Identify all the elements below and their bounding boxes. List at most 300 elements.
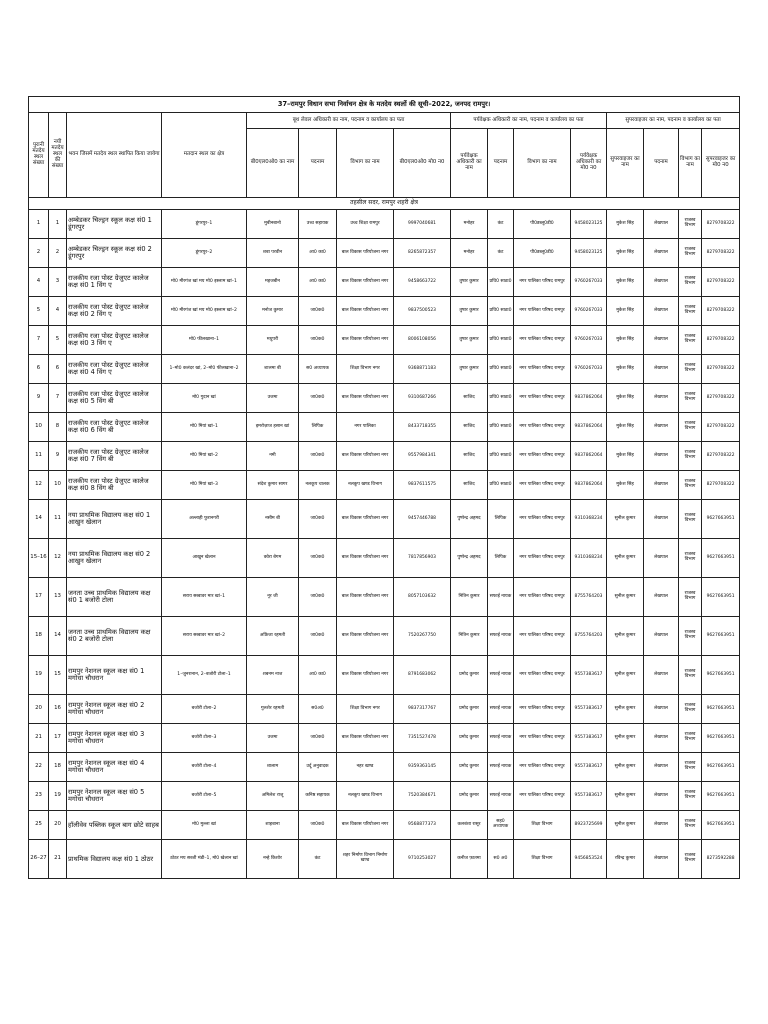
cell-sup-mobile: 9456853524 (571, 840, 607, 879)
header-old-number: पुरानी मतदेय स्थल संख्या (29, 113, 49, 198)
cell-new: 18 (49, 753, 67, 782)
cell-sec-post: लेखपाल (644, 753, 679, 782)
cell-blo-name: उजमा (247, 384, 299, 413)
cell-area: अल्लाही फुरानगरी (162, 500, 247, 539)
cell-area: सराय सब्बावर मार खां–2 (162, 617, 247, 656)
cell-sup-mobile: 9557383617 (571, 782, 607, 811)
cell-sec-post: लेखपाल (644, 656, 679, 695)
cell-blo-post: कनिष्ठ सहायक (299, 782, 337, 811)
cell-old: 5 (29, 297, 49, 326)
cell-new: 20 (49, 811, 67, 840)
cell-area: डूंगरपुर–2 (162, 239, 247, 268)
cell-blo-name: नन्हे किशोर (247, 840, 299, 879)
cell-sec-name: मुकेश सिंह (607, 210, 644, 239)
cell-old: 4 (29, 268, 49, 297)
cell-new: 21 (49, 840, 67, 879)
cell-sec-dept: राजस्व विभाग (679, 384, 702, 413)
cell-sec-post: लेखपाल (644, 578, 679, 617)
cell-blo-post: लिपिक (299, 413, 337, 442)
cell-sup-mobile: 9837862064 (571, 471, 607, 500)
cell-blo-dept: नहर खण्ड (337, 753, 394, 782)
cell-sec-mobile: 8279708322 (702, 442, 740, 471)
cell-building: हॉलीवेव पब्लिक स्कूल बाग छोटे साहब (67, 811, 162, 840)
cell-sup-post: सफाई नायक (488, 578, 514, 617)
cell-sec-mobile: 8273592288 (702, 840, 740, 879)
cell-sup-post: स0 अ0 (488, 840, 514, 879)
cell-sec-dept: राजस्व विभाग (679, 500, 702, 539)
cell-sup-name: मनोहर (451, 239, 488, 268)
cell-sec-post: लेखपाल (644, 500, 679, 539)
cell-old: 9 (29, 384, 49, 413)
cell-blo-dept: नलकूप खण्ड विभाग (337, 782, 394, 811)
cell-sup-name: नितिन कुमार (451, 617, 488, 656)
cell-sup-mobile: 9557383617 (571, 724, 607, 753)
cell-sec-dept: राजस्व विभाग (679, 326, 702, 355)
cell-new: 15 (49, 656, 67, 695)
cell-sec-post: लेखपाल (644, 695, 679, 724)
cell-blo-name: शबा परवीन (247, 239, 299, 268)
cell-blo-post: कंट (299, 840, 337, 879)
cell-sup-dept: नगर पालिका परिषद रामपुर (514, 471, 571, 500)
cell-sup-name: तुषार कुमार (451, 297, 488, 326)
cell-sec-mobile: 8279708322 (702, 471, 740, 500)
cell-building: जनता उच्च प्राथमिक विद्यालय कक्ष सं0 2 बजोरी टोला (67, 617, 162, 656)
cell-sup-name: साजिद (451, 413, 488, 442)
cell-blo-name: क्वेरा बेगम (247, 539, 299, 578)
cell-blo-dept: बाल विकास परियोजना नगर (337, 384, 394, 413)
title-row (29, 97, 740, 113)
cell-sup-post: प्रधि0 साठा0 (488, 297, 514, 326)
cell-old: 10 (29, 413, 49, 442)
cell-sup-post: लिपिक (488, 539, 514, 578)
cell-blo-mobile: 8265872357 (394, 239, 451, 268)
cell-blo-mobile: 9837611575 (394, 471, 451, 500)
cell-blo-dept: बाल विकास परियोजना नगर (337, 578, 394, 617)
cell-sup-dept: नगर पालिका परिषद रामपुर (514, 268, 571, 297)
cell-sup-dept: नगर पालिका परिषद रामपुर (514, 782, 571, 811)
cell-blo-dept: बाल विकास परियोजना नगर (337, 539, 394, 578)
cell-blo-mobile: 9837317767 (394, 695, 451, 724)
cell-sec-name: मुकेश सिंह (607, 268, 644, 297)
cell-building: रामपुर नेशनल स्कूल कक्ष सं0 5 मगोधा चौधरान (67, 782, 162, 811)
cell-blo-mobile: 8006108056 (394, 326, 451, 355)
cell-old: 14 (29, 500, 49, 539)
table-row (29, 578, 740, 617)
cell-sup-name: प्रमोद कुमार (451, 753, 488, 782)
cell-blo-post: जा0क0 (299, 384, 337, 413)
cell-building: नया प्राथमिक विद्यालय कक्ष सं0 2 आखुन खेलान (67, 539, 162, 578)
cell-sec-post: लेखपाल (644, 239, 679, 268)
cell-building: राजकीय रजा पोस्ट ग्रेजुएट कालेज कक्ष सं0 2 विंग ए (67, 297, 162, 326)
cell-area: डूंगरपुर–1 (162, 210, 247, 239)
cell-blo-post: उच्च सहायक (299, 210, 337, 239)
cell-sec-post: लेखपाल (644, 297, 679, 326)
cell-new: 6 (49, 355, 67, 384)
table-row (29, 539, 740, 578)
table-row (29, 355, 740, 384)
cell-sup-mobile: 9557383617 (571, 656, 607, 695)
cell-area: बजोरी टोला–2 (162, 695, 247, 724)
cell-sec-post: लेखपाल (644, 724, 679, 753)
cell-sec-name: सुनील कुमार (607, 811, 644, 840)
cell-sup-mobile: 8923725699 (571, 811, 607, 840)
cell-sec-dept: राजस्व विभाग (679, 239, 702, 268)
cell-sec-name: मुकेश सिंह (607, 355, 644, 384)
cell-building: राजकीय रजा पोस्ट ग्रेजुएट कालेज कक्ष सं0 3 विंग ए (67, 326, 162, 355)
header-blo-mobile: बी0एल0ओ0 मो0 न0 (394, 129, 451, 198)
cell-sup-mobile: 8755764203 (571, 578, 607, 617)
cell-building: अम्बेडकर चिल्ड्रन स्कूल कक्ष सं0 1 डूंगरपुर (67, 210, 162, 239)
cell-sec-post: लेखपाल (644, 840, 679, 879)
cell-new: 3 (49, 268, 67, 297)
cell-new: 16 (49, 695, 67, 724)
cell-sec-name: मुकेश सिंह (607, 239, 644, 268)
cell-sec-name: सुनील कुमार (607, 724, 644, 753)
cell-sec-dept: राजस्व विभाग (679, 442, 702, 471)
cell-blo-dept: बाल विकास परियोजना नगर (337, 326, 394, 355)
table-row (29, 656, 740, 695)
cell-sec-mobile: 9627663951 (702, 539, 740, 578)
cell-sec-mobile: 9627663951 (702, 695, 740, 724)
cell-blo-post: आ0 का0 (299, 239, 337, 268)
cell-sup-dept: नगर पालिका परिषद रामपुर (514, 413, 571, 442)
document-title: 37–रामपुर विधान सभा निर्वाचन क्षेत्र के मतदेय स्थलों की सूची–2022, जनपद रामपुर। (29, 97, 740, 113)
cell-sup-mobile: 9760267033 (571, 297, 607, 326)
cell-building: अम्बेडकर चिल्ड्रन स्कूल कक्ष सं0 2 डूंगरपुर (67, 239, 162, 268)
cell-sup-post: प्रधि0 साठा0 (488, 268, 514, 297)
header-new-number: नयी मतदेय स्थल की संख्या (49, 113, 67, 198)
cell-sup-post: सफाई नायक (488, 724, 514, 753)
cell-sup-name: साजिद (451, 442, 488, 471)
cell-sup-name: प्रमोद कुमार (451, 695, 488, 724)
cell-sup-dept: नगर पालिका परिषद रामपुर (514, 384, 571, 413)
cell-blo-post: नलकूप चालक (299, 471, 337, 500)
table-row (29, 326, 740, 355)
cell-building: रामपुर नेशनल स्कूल कक्ष सं0 2 मगोधा चौधरान (67, 695, 162, 724)
cell-blo-name: नसीम बी (247, 500, 299, 539)
table-row (29, 471, 740, 500)
cell-sec-post: लेखपाल (644, 210, 679, 239)
header-group-row (29, 113, 740, 129)
cell-sec-name: सुनील कुमार (607, 782, 644, 811)
table-row (29, 782, 740, 811)
table-row (29, 500, 740, 539)
cell-building: राजकीय रजा पोस्ट ग्रेजुएट कालेज कक्ष सं0 8 विंग बी (67, 471, 162, 500)
cell-sup-post: सफाई नायक (488, 656, 514, 695)
cell-old: 23 (29, 782, 49, 811)
cell-sup-mobile: 9837862064 (571, 413, 607, 442)
cell-sec-post: लेखपाल (644, 471, 679, 500)
header-area: मतदान स्थल का क्षेत्र (162, 113, 247, 198)
cell-sec-post: लेखपाल (644, 811, 679, 840)
cell-sup-dept: नगर पालिका परिषद रामपुर (514, 355, 571, 384)
cell-blo-post: जा0क0 (299, 617, 337, 656)
cell-sup-mobile: 9557383617 (571, 695, 607, 724)
cell-blo-mobile: 9557984341 (394, 442, 451, 471)
cell-blo-mobile: 8057103632 (394, 578, 451, 617)
cell-sup-dept: नगर पालिका परिषद रामपुर (514, 578, 571, 617)
cell-sup-name: प्रमोद कुमार (451, 656, 488, 695)
cell-sec-post: लेखपाल (644, 355, 679, 384)
cell-sup-dept: पी0डब्लू0डी0 (514, 239, 571, 268)
cell-building: राजकीय रजा पोस्ट ग्रेजुएट कालेज कक्ष सं0 4 विंग ए (67, 355, 162, 384)
cell-blo-name: अफ्रिजा रहमती (247, 617, 299, 656)
cell-building: रामपुर नेशनल स्कूल कक्ष सं0 1 मगोधा चौधरान (67, 656, 162, 695)
cell-sec-name: सुनील कुमार (607, 500, 644, 539)
cell-sup-post: प्रधि0 साठा0 (488, 355, 514, 384)
cell-sup-name: तुषार कुमार (451, 326, 488, 355)
cell-area: मो0 गुदान खां (162, 384, 247, 413)
cell-sup-name: मनोहर (451, 210, 488, 239)
cell-blo-mobile: 9710253027 (394, 840, 451, 879)
cell-area: मो0 फीलखाना–1 (162, 326, 247, 355)
cell-blo-dept: उच्च शिक्षा रामपुर (337, 210, 394, 239)
cell-old: 22 (29, 753, 49, 782)
table-row (29, 811, 740, 840)
cell-building: प्राथमिक विद्यालय कक्ष सं0 1 ठोठर (67, 840, 162, 879)
header-sup-post: पदनाम (488, 129, 514, 198)
cell-old: 2 (29, 239, 49, 268)
cell-sup-post: सफाई नायक (488, 782, 514, 811)
cell-area: आखुन खेलान (162, 539, 247, 578)
cell-blo-post: स0अ0 (299, 695, 337, 724)
header-sup-name: पर्यवेक्षक अधिकारी का नाम (451, 129, 488, 198)
cell-sup-mobile: 9760267033 (571, 355, 607, 384)
cell-old: 11 (29, 442, 49, 471)
cell-sec-mobile: 9627663951 (702, 782, 740, 811)
cell-blo-dept: बाल विकास परियोजना नगर (337, 724, 394, 753)
cell-sup-name: पुष्पेन्द्र अहमद (451, 539, 488, 578)
cell-blo-post: जा0क0 (299, 539, 337, 578)
cell-blo-name: शबनम नाज (247, 656, 299, 695)
cell-sup-post: कंट (488, 210, 514, 239)
cell-sup-mobile: 8755764203 (571, 617, 607, 656)
cell-blo-mobile: 9458663722 (394, 268, 451, 297)
cell-sup-dept: शिक्षा विभाग (514, 840, 571, 879)
cell-blo-dept: बाल विकास परियोजना नगर (337, 500, 394, 539)
cell-area: मो0 मियां खां–3 (162, 471, 247, 500)
cell-blo-dept: शिक्षा विभाग नगर (337, 695, 394, 724)
cell-sec-name: मुकेश सिंह (607, 413, 644, 442)
cell-sec-dept: राजस्व विभाग (679, 617, 702, 656)
cell-sec-name: रविन्द्र कुमार (607, 840, 644, 879)
cell-sec-mobile: 8279708322 (702, 413, 740, 442)
cell-sec-mobile: 9627663951 (702, 753, 740, 782)
cell-sup-mobile: 9760267033 (571, 268, 607, 297)
header-sec-post: पदनाम (644, 129, 679, 198)
cell-old: 21 (29, 724, 49, 753)
cell-building: राजकीय रजा पोस्ट ग्रेजुएट कालेज कक्ष सं0 6 विंग बी (67, 413, 162, 442)
cell-sup-dept: शिक्षा विभाग (514, 811, 571, 840)
cell-blo-dept: बाल विकास परियोजना नगर (337, 811, 394, 840)
header-sec-name: सुपरवाइजर का नाम (607, 129, 644, 198)
cell-sec-mobile: 8279708322 (702, 268, 740, 297)
cell-blo-post: जा0क0 (299, 500, 337, 539)
cell-sup-mobile: 9458023125 (571, 239, 607, 268)
header-blo-name: बी0एल0ओ0 का नाम (247, 129, 299, 198)
cell-blo-mobile: 7520384671 (394, 782, 451, 811)
cell-new: 12 (49, 539, 67, 578)
table-row (29, 442, 740, 471)
cell-sec-name: सुनील कुमार (607, 753, 644, 782)
cell-sec-post: लेखपाल (644, 268, 679, 297)
cell-sup-dept: नगर पालिका परिषद रामपुर (514, 724, 571, 753)
cell-old: 26–27 (29, 840, 49, 879)
cell-sup-name: साजिद (451, 384, 488, 413)
cell-sec-post: लेखपाल (644, 782, 679, 811)
cell-sec-name: मुकेश सिंह (607, 297, 644, 326)
cell-sec-mobile: 8279708322 (702, 239, 740, 268)
cell-blo-dept: बाल विकास परियोजना नगर (337, 297, 394, 326)
table-row (29, 239, 740, 268)
cell-new: 1 (49, 210, 67, 239)
cell-sup-dept: नगर पालिका परिषद रामपुर (514, 753, 571, 782)
cell-sup-name: कलबंशा रासूर (451, 811, 488, 840)
cell-blo-name: मुबीनबानो (247, 210, 299, 239)
cell-sec-mobile: 9627663951 (702, 656, 740, 695)
cell-area: बजोरी टोला–4 (162, 753, 247, 782)
cell-blo-post: जा0क0 (299, 442, 337, 471)
section-row (29, 198, 740, 210)
cell-area: 1–मो0 कलंदर खां, 2–मो0 फीलखाना–2 (162, 355, 247, 384)
cell-old: 12 (29, 471, 49, 500)
table-row (29, 384, 740, 413)
cell-blo-dept: बाल विकास परियोजना नगर (337, 442, 394, 471)
cell-old: 20 (29, 695, 49, 724)
cell-new: 9 (49, 442, 67, 471)
header-sec-mobile: सुपरवाइजर का मो0 न0 (702, 129, 740, 198)
cell-sup-mobile: 9760267033 (571, 326, 607, 355)
cell-sup-post: कंट (488, 239, 514, 268)
header-building: भवन जिसमें मतदेय स्थल स्थापित किया जायेगा (67, 113, 162, 198)
table-row (29, 753, 740, 782)
cell-sec-post: लेखपाल (644, 413, 679, 442)
cell-sup-dept: नगर पालिका परिषद रामपुर (514, 326, 571, 355)
cell-sec-name: मुकेश सिंह (607, 442, 644, 471)
cell-sec-mobile: 8279708322 (702, 384, 740, 413)
cell-blo-name: नमी (247, 442, 299, 471)
cell-sec-dept: राजस्व विभाग (679, 210, 702, 239)
cell-sup-post: प्रधि0 साठा0 (488, 413, 514, 442)
cell-sec-name: सुनील कुमार (607, 578, 644, 617)
cell-new: 8 (49, 413, 67, 442)
cell-sup-mobile: 9557383617 (571, 753, 607, 782)
cell-sec-dept: राजस्व विभाग (679, 578, 702, 617)
cell-blo-name: संदेश कुमार सागर (247, 471, 299, 500)
cell-area: 1–जुनरानान, 2–बजोरी टोला–1 (162, 656, 247, 695)
cell-blo-post: जा0क0 (299, 297, 337, 326)
cell-building: राजकीय रजा पोस्ट ग्रेजुएट कालेज कक्ष सं0 7 विंग बी (67, 442, 162, 471)
cell-blo-name: गुलशेर रहमती (247, 695, 299, 724)
cell-building: रामपुर नेशनल स्कूल कक्ष सं0 4 मगोधा चौधरान (67, 753, 162, 782)
cell-blo-mobile: 8791683062 (394, 656, 451, 695)
cell-sup-name: नितिन कुमार (451, 578, 488, 617)
cell-blo-dept: नगर पालिका (337, 413, 394, 442)
cell-sec-mobile: 9627663951 (702, 724, 740, 753)
cell-blo-name: नूर जी (247, 578, 299, 617)
cell-sup-post: लिपिक (488, 500, 514, 539)
cell-new: 13 (49, 578, 67, 617)
header-supervisor-group: सुपरवाइजर का नाम, पदनाम व कार्यालय का पता (607, 113, 740, 129)
cell-area: मो0 मियां खां–2 (162, 442, 247, 471)
cell-sec-name: सुनील कुमार (607, 617, 644, 656)
cell-sup-dept: नगर पालिका परिषद रामपुर (514, 617, 571, 656)
cell-area: मो0 मीरगंज खां मय मो0 इस्लाम खां–1 (162, 268, 247, 297)
cell-building: रामपुर नेशनल स्कूल कक्ष सं0 3 मगोधा चौधरान (67, 724, 162, 753)
cell-building: जनता उच्च प्राथमिक विद्यालय कक्ष सं0 1 बजोरी टोला (67, 578, 162, 617)
cell-building: राजकीय रजा पोस्ट ग्रेजुएट कालेज कक्ष सं0 5 विंग बी (67, 384, 162, 413)
table-row (29, 617, 740, 656)
cell-sup-post: सह0 अध्यापक (488, 811, 514, 840)
cell-blo-name: शालमा बी (247, 355, 299, 384)
cell-area: ठोठर मय सब्जी मंडी–1, मो0 खेलान खां (162, 840, 247, 879)
cell-sup-name: पुष्पेन्द्र अहमद (451, 500, 488, 539)
cell-sec-mobile: 9627663951 (702, 617, 740, 656)
cell-sec-mobile: 9627663951 (702, 500, 740, 539)
table-row (29, 268, 740, 297)
cell-sec-dept: राजस्व विभाग (679, 695, 702, 724)
cell-area: मो0 मीरगंज खां मय मो0 इस्लाम खां–2 (162, 297, 247, 326)
header-supervisor-officer-group: पर्यवेक्षक अधिकारी का नाम, पदनाम व कार्यालय का पता (451, 113, 607, 129)
cell-blo-dept: शहर निर्माण विभाग निर्माण खण्ड (337, 840, 394, 879)
cell-blo-mobile: 9568877373 (394, 811, 451, 840)
cell-sup-name: प्रमोद कुमार (451, 724, 488, 753)
cell-sup-dept: नगर पालिका परिषद रामपुर (514, 656, 571, 695)
header-sup-mobile: पर्यवेक्षक अधिकारी का मो0 न0 (571, 129, 607, 198)
cell-blo-mobile: 7351527478 (394, 724, 451, 753)
cell-sec-post: लेखपाल (644, 442, 679, 471)
cell-sup-name: प्रमोद कुमार (451, 782, 488, 811)
cell-sec-dept: राजस्व विभाग (679, 471, 702, 500)
cell-sec-dept: राजस्व विभाग (679, 724, 702, 753)
header-blo-group: बूथ लेवल अधिकारी का नाम, पदनाम व कार्यालय का पता (247, 113, 451, 129)
cell-area: मो0 मियां खां–1 (162, 413, 247, 442)
cell-sec-dept: राजस्व विभाग (679, 539, 702, 578)
cell-blo-post: आ0 का0 (299, 268, 337, 297)
cell-sup-name: तुषार कुमार (451, 268, 488, 297)
cell-sec-mobile: 8279708322 (702, 210, 740, 239)
cell-sup-post: प्रधि0 साठा0 (488, 442, 514, 471)
cell-area: सराय सब्बावर मार खां–1 (162, 578, 247, 617)
cell-sup-mobile: 9837862064 (571, 442, 607, 471)
cell-old: 1 (29, 210, 49, 239)
voter-list-sheet (28, 96, 736, 879)
cell-sec-dept: राजस्व विभाग (679, 413, 702, 442)
table-row (29, 413, 740, 442)
cell-new: 4 (49, 297, 67, 326)
cell-blo-dept: नलकूप खण्ड विभाग (337, 471, 394, 500)
cell-sec-name: मुकेश सिंह (607, 471, 644, 500)
cell-blo-dept: बाल विकास परियोजना नगर (337, 617, 394, 656)
cell-new: 14 (49, 617, 67, 656)
cell-blo-name: इमरोज़ाज हसान खां (247, 413, 299, 442)
cell-sec-name: सुनील कुमार (607, 539, 644, 578)
cell-blo-mobile: 9997040681 (394, 210, 451, 239)
cell-blo-post: जा0क0 (299, 578, 337, 617)
cell-new: 7 (49, 384, 67, 413)
cell-blo-name: उजमा (247, 724, 299, 753)
cell-sec-post: लेखपाल (644, 326, 679, 355)
table-row (29, 840, 740, 879)
cell-sec-dept: राजस्व विभाग (679, 297, 702, 326)
cell-blo-dept: बाल विकास परियोजना नगर (337, 239, 394, 268)
cell-blo-dept: बाल विकास परियोजना नगर (337, 268, 394, 297)
cell-sup-dept: नगर पालिका परिषद रामपुर (514, 297, 571, 326)
cell-blo-post: उर्दू अनुवादक (299, 753, 337, 782)
cell-sup-mobile: 9310368234 (571, 539, 607, 578)
cell-old: 17 (29, 578, 49, 617)
cell-sec-dept: राजस्व विभाग (679, 840, 702, 879)
